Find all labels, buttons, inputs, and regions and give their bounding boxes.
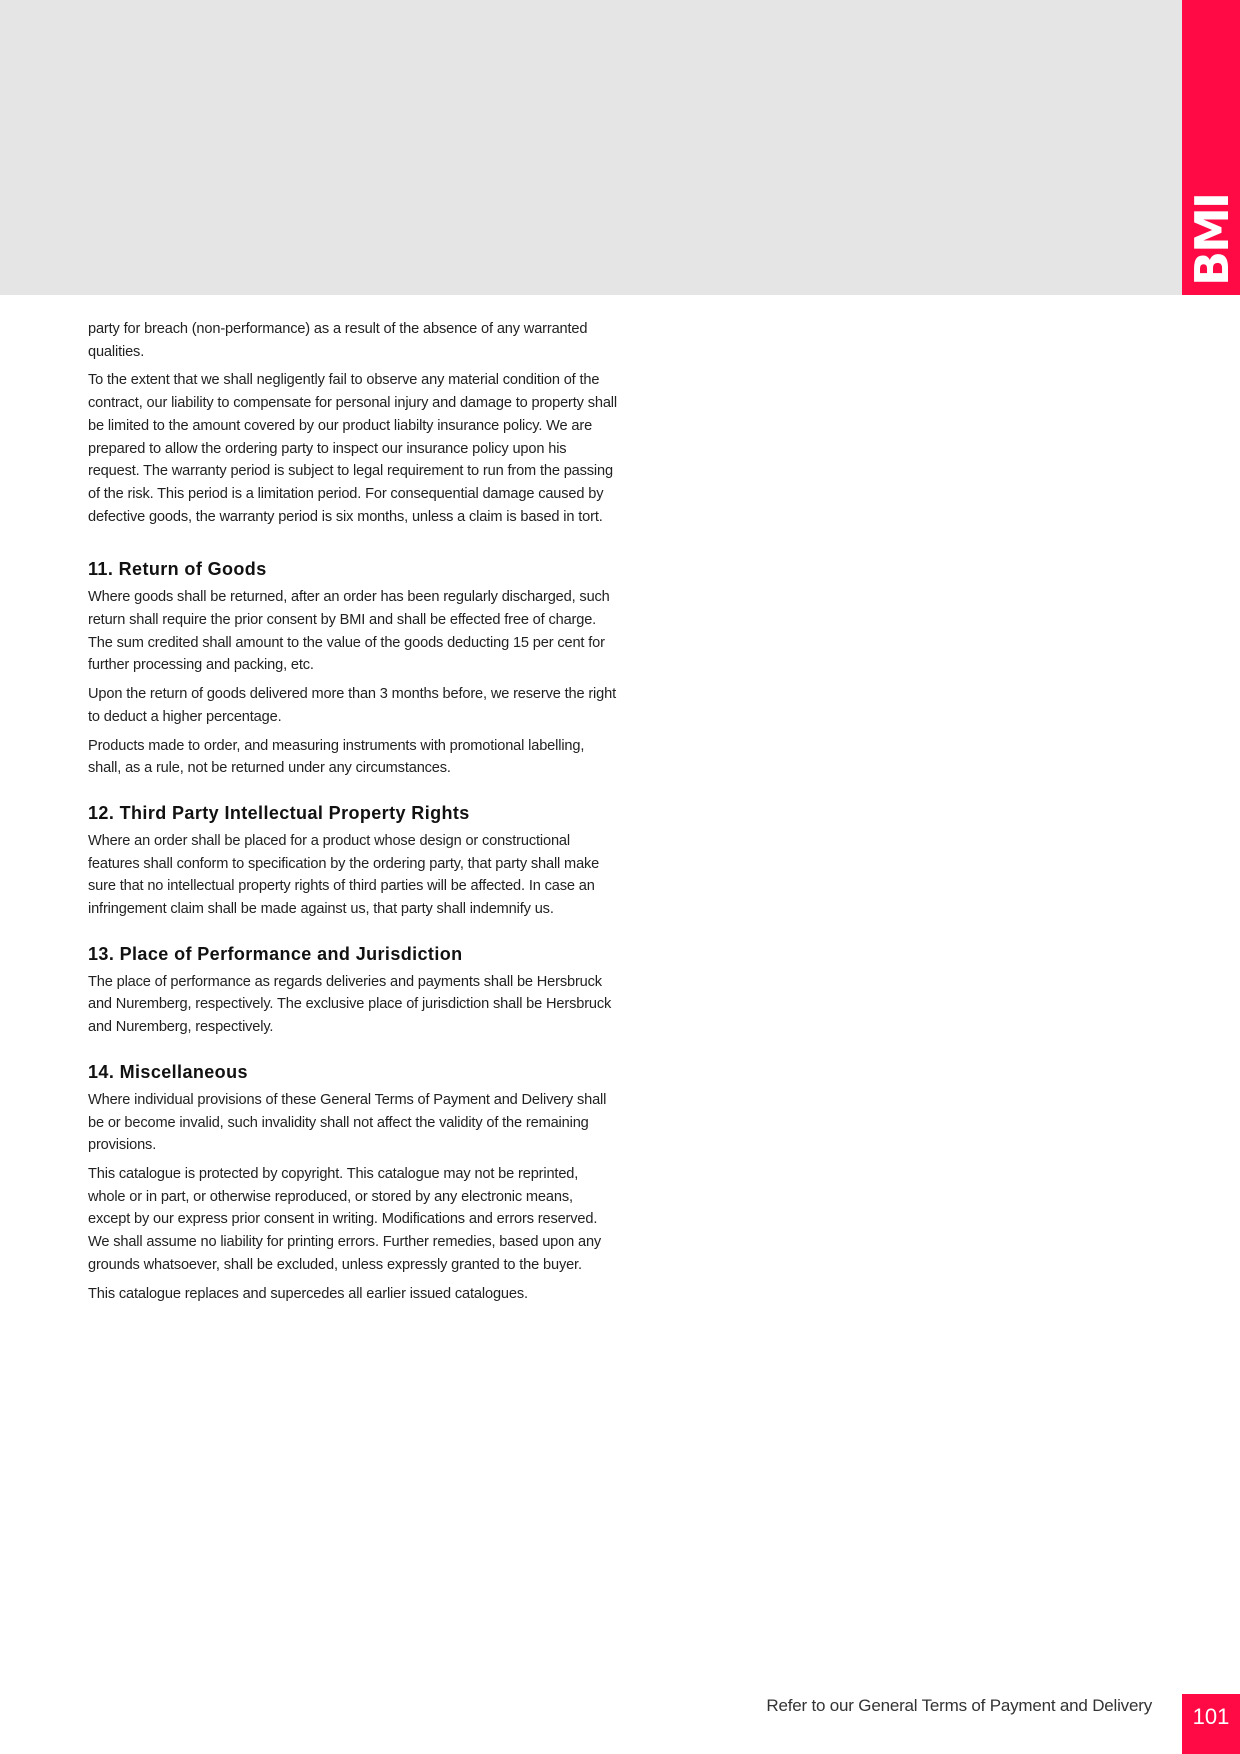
closing-note: This catalogue replaces and supercedes all earlier issued catalogues. (88, 1285, 528, 1302)
section-heading: 13. Place of Performance and Jurisdiction (88, 943, 463, 964)
terms-content (88, 318, 618, 1311)
section-paragraph: Where an order shall be placed for a product whose design or constructional features shall conform to specification by the ordering party, that party shall make sure that no intellectual property rights of third parties will be affected. In case an infringement claim shall be made against us, that party shall indemnify us. (88, 832, 600, 918)
intro-paragraph: party for breach (non-performance) as a result of the absence of any warranted qualities. (88, 321, 588, 360)
section-paragraph: Where individual provisions of these General Terms of Payment and Delivery shall be or become invalid, such invalidity shall not affect the validity of the remaining provisions. (88, 1091, 607, 1154)
section-paragraph: The place of performance as regards deliveries and payments shall be Hersbruck and Nuremberg, respectively. The exclusive place of jurisdiction shall be Hersbruck and Nuremberg, respectively. (88, 973, 612, 1036)
bmi-logo: BMI (1185, 194, 1239, 286)
header-band (0, 0, 1182, 295)
section-place-of-performance (88, 943, 618, 1039)
page-number: 101 (1192, 1704, 1230, 1729)
footer-reference: Refer to our General Terms of Payment and Delivery (766, 1696, 1152, 1715)
section-paragraph: This catalogue is protected by copyright. This catalogue may not be reprinted, whole or in part, or otherwise reproduced, or stored by any electronic means, except by our express prior consent in writing. Modifications and errors reserved. We shall assume no liability for printing errors. Further remedies, based upon any grounds whatsoever, shall be excluded, unless expressly granted to the buyer. (88, 1165, 602, 1273)
section-intellectual-property (88, 802, 618, 921)
section-miscellaneous (88, 1061, 618, 1277)
section-paragraph: Where goods shall be returned, after an order has been regularly discharged, such return shall require the prior consent by BMI and shall be effected free of charge. The sum credited shall amount to the value of the goods deducting 15 per cent for further processing and packing, etc. (88, 589, 610, 674)
section-heading: 11. Return of Goods (88, 559, 267, 580)
section-paragraph: Products made to order, and measuring instruments with promotional labelling, shall, as a rule, not be returned under any circumstances. (88, 737, 585, 777)
page-number-box (1182, 1694, 1240, 1754)
section-heading: 12. Third Party Intellectual Property Rights (88, 802, 470, 823)
section-return-of-goods (88, 558, 618, 780)
intro-paragraph: To the extent that we shall negligently fail to observe any material condition of the contract, our liability to compensate for personal injury and damage to property shall be limited to the amount covered by our product liabilty insurance policy. We are prepared to allow the ordering party to inspect our insurance policy upon his request. The warranty period is subject to legal requirement to run from the passing of the risk. This period is a limitation period. For consequential damage caused by defective goods, the warranty period is six months, unless a claim is based in tort. (88, 372, 617, 525)
section-heading: 14. Miscellaneous (88, 1061, 248, 1082)
section-paragraph: Upon the return of goods delivered more than 3 months before, we reserve the right to deduct a higher percentage. (88, 686, 616, 725)
